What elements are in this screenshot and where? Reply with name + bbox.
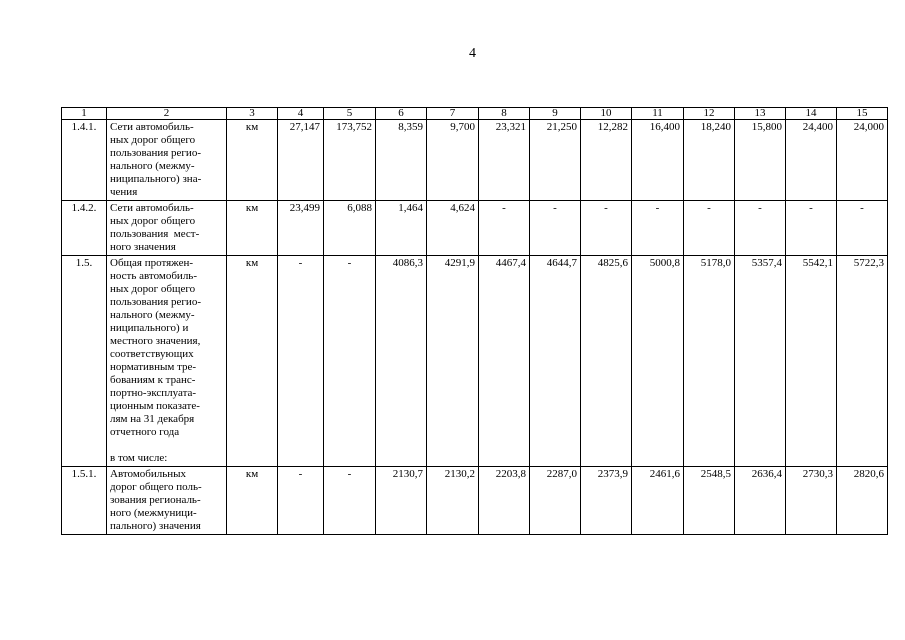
- column-header: 14: [786, 108, 837, 120]
- row-name-line: ного значения: [110, 241, 176, 253]
- row-name: [107, 256, 227, 467]
- table-row: [62, 120, 888, 201]
- column-header: 7: [427, 108, 479, 120]
- row-name-line: отчетного года: [110, 426, 180, 438]
- value-cell: -: [786, 201, 837, 256]
- column-header: 9: [530, 108, 581, 120]
- value-cell: 4825,6: [581, 256, 632, 467]
- value-cell: 2130,2: [427, 467, 479, 535]
- column-header: 1: [62, 108, 107, 120]
- column-header: 15: [837, 108, 888, 120]
- row-name-line: ность автомобиль-: [110, 270, 197, 282]
- row-name-line: ных дорог общего: [110, 283, 196, 295]
- row-name-line: зования региональ-: [110, 494, 201, 506]
- value-cell: 4467,4: [479, 256, 530, 467]
- row-name-line: портно-эксплуата-: [110, 387, 197, 399]
- row-name-line: пользования регио-: [110, 147, 201, 159]
- value-cell: 2548,5: [684, 467, 735, 535]
- value-cell: -: [278, 467, 324, 535]
- row-unit: км: [227, 120, 278, 201]
- row-name-line: дорог общего поль-: [110, 481, 202, 493]
- value-cell: 2203,8: [479, 467, 530, 535]
- row-name-line: нального (межму-: [110, 160, 195, 172]
- value-cell: 2636,4: [735, 467, 786, 535]
- value-cell: 18,240: [684, 120, 735, 201]
- row-name-line: ного (межмуници-: [110, 507, 197, 519]
- column-header: 10: [581, 108, 632, 120]
- row-name-line: пального) значения: [110, 520, 201, 532]
- value-cell: -: [837, 201, 888, 256]
- table-row: [62, 256, 888, 467]
- row-number: 1.4.1.: [62, 120, 107, 201]
- value-cell: 8,359: [376, 120, 427, 201]
- column-header: 11: [632, 108, 684, 120]
- row-name-line: ционным показате-: [110, 400, 200, 412]
- column-header: 2: [107, 108, 227, 120]
- value-cell: -: [324, 467, 376, 535]
- column-header: 8: [479, 108, 530, 120]
- row-name-line: Общая протяжен-: [110, 257, 194, 269]
- value-cell: -: [278, 256, 324, 467]
- column-header: 6: [376, 108, 427, 120]
- row-unit: км: [227, 256, 278, 467]
- value-cell: 23,499: [278, 201, 324, 256]
- value-cell: 2820,6: [837, 467, 888, 535]
- value-cell: 5178,0: [684, 256, 735, 467]
- value-cell: 4,624: [427, 201, 479, 256]
- row-name: [107, 120, 227, 201]
- value-cell: 16,400: [632, 120, 684, 201]
- value-cell: -: [632, 201, 684, 256]
- table-row: [62, 201, 888, 256]
- value-cell: 9,700: [427, 120, 479, 201]
- column-header: 5: [324, 108, 376, 120]
- value-cell: -: [530, 201, 581, 256]
- page-number: 4: [469, 46, 476, 61]
- value-cell: 15,800: [735, 120, 786, 201]
- row-name: [107, 467, 227, 535]
- value-cell: 27,147: [278, 120, 324, 201]
- row-name-line: нального (межму-: [110, 309, 195, 321]
- value-cell: -: [684, 201, 735, 256]
- row-name-line: Сети автомобиль-: [110, 202, 194, 214]
- column-header: 3: [227, 108, 278, 120]
- row-unit: км: [227, 467, 278, 535]
- row-name-line: ных дорог общего: [110, 134, 196, 146]
- column-header: 4: [278, 108, 324, 120]
- in-particular-note: в том числе:: [110, 452, 168, 464]
- row-number: 1.5.1.: [62, 467, 107, 535]
- value-cell: 2730,3: [786, 467, 837, 535]
- value-cell: 4086,3: [376, 256, 427, 467]
- row-name-line: пользования регио-: [110, 296, 201, 308]
- value-cell: -: [324, 256, 376, 467]
- row-name-line: ниципального) зна-: [110, 173, 202, 185]
- value-cell: 4291,9: [427, 256, 479, 467]
- row-name-line: ных дорог общего: [110, 215, 196, 227]
- value-cell: -: [479, 201, 530, 256]
- value-cell: 1,464: [376, 201, 427, 256]
- value-cell: 5542,1: [786, 256, 837, 467]
- value-cell: 5000,8: [632, 256, 684, 467]
- value-cell: 4644,7: [530, 256, 581, 467]
- value-cell: 21,250: [530, 120, 581, 201]
- row-unit: км: [227, 201, 278, 256]
- row-name-line: Сети автомобиль-: [110, 121, 194, 133]
- table-header-row: [62, 108, 888, 120]
- value-cell: 12,282: [581, 120, 632, 201]
- row-name: [107, 201, 227, 256]
- row-name-line: лям на 31 декабря: [110, 413, 195, 425]
- row-name-line: ниципального) и: [110, 322, 189, 334]
- value-cell: 2130,7: [376, 467, 427, 535]
- value-cell: 2287,0: [530, 467, 581, 535]
- value-cell: 24,400: [786, 120, 837, 201]
- value-cell: 24,000: [837, 120, 888, 201]
- row-name-line: соответствующих: [110, 348, 194, 360]
- value-cell: 23,321: [479, 120, 530, 201]
- data-table: [61, 107, 888, 535]
- value-cell: 6,088: [324, 201, 376, 256]
- row-name-line: бованиям к транс-: [110, 374, 196, 386]
- row-name-line: чения: [110, 186, 138, 198]
- row-name-line: Автомобильных: [110, 468, 187, 480]
- value-cell: 2373,9: [581, 467, 632, 535]
- column-header: 13: [735, 108, 786, 120]
- row-name-line: пользования мест-: [110, 228, 200, 240]
- row-name-line: местного значения,: [110, 335, 201, 347]
- row-number: 1.5.: [62, 256, 107, 467]
- row-number: 1.4.2.: [62, 201, 107, 256]
- value-cell: 5357,4: [735, 256, 786, 467]
- table-row: [62, 467, 888, 535]
- value-cell: 5722,3: [837, 256, 888, 467]
- value-cell: 2461,6: [632, 467, 684, 535]
- row-name-line: нормативным тре-: [110, 361, 197, 373]
- column-header: 12: [684, 108, 735, 120]
- value-cell: -: [581, 201, 632, 256]
- value-cell: -: [735, 201, 786, 256]
- value-cell: 173,752: [324, 120, 376, 201]
